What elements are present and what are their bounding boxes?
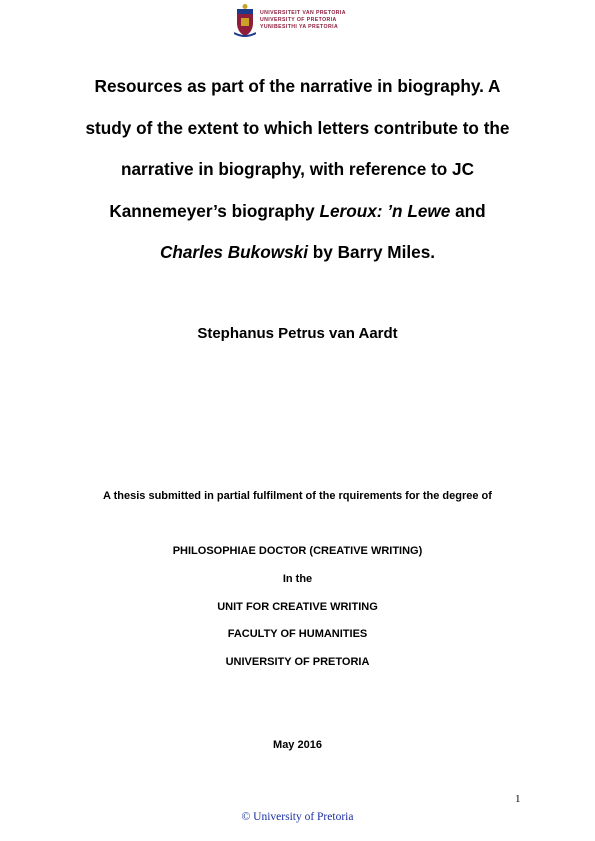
title-line-4-end: and: [450, 200, 486, 221]
logo-line-afrikaans: UNIVERSITEIT VAN PRETORIA: [260, 10, 346, 16]
author-name: Stephanus Petrus van Aardt: [197, 325, 398, 342]
copyright-notice: © University of Pretoria: [241, 811, 354, 823]
university-crest-icon: [234, 3, 256, 39]
in-the-label: In the: [282, 573, 313, 585]
university-name: UNIVERSITY OF PRETORIA: [225, 656, 370, 668]
title-line-5: [60, 232, 535, 274]
page-number: 1: [515, 793, 521, 805]
title-book-bukowski: Charles Bukowski: [159, 242, 308, 262]
logo-wordmark: [260, 10, 346, 31]
logo-line-english: UNIVERSITY OF PRETORIA: [260, 17, 337, 23]
thesis-title: [60, 66, 535, 274]
title-line-4-start: Kannemeyer’s biography: [109, 200, 320, 221]
faculty-name: FACULTY OF HUMANITIES: [227, 628, 368, 640]
logo-line-sepedi: YUNIBESITHI YA PRETORIA: [260, 24, 339, 30]
title-line-5-end: by Barry Miles.: [308, 242, 436, 262]
thesis-statement: A thesis submitted in partial fulfilment of the rquirements for the degree of: [103, 490, 492, 502]
title-line-2: study of the extent to which letters contribute to the: [85, 117, 510, 138]
title-line-4: [60, 191, 535, 233]
submission-date: May 2016: [273, 739, 322, 751]
university-logo: [234, 2, 359, 39]
unit-name: UNIT FOR CREATIVE WRITING: [217, 601, 378, 613]
title-book-leroux: Leroux: ’n Lewe: [319, 200, 451, 221]
title-line-3: narrative in biography, with reference to JC: [120, 159, 475, 179]
title-line-1: Resources as part of the narrative in biography. A: [94, 76, 501, 96]
degree-name: PHILOSOPHIAE DOCTOR (CREATIVE WRITING): [172, 545, 423, 557]
